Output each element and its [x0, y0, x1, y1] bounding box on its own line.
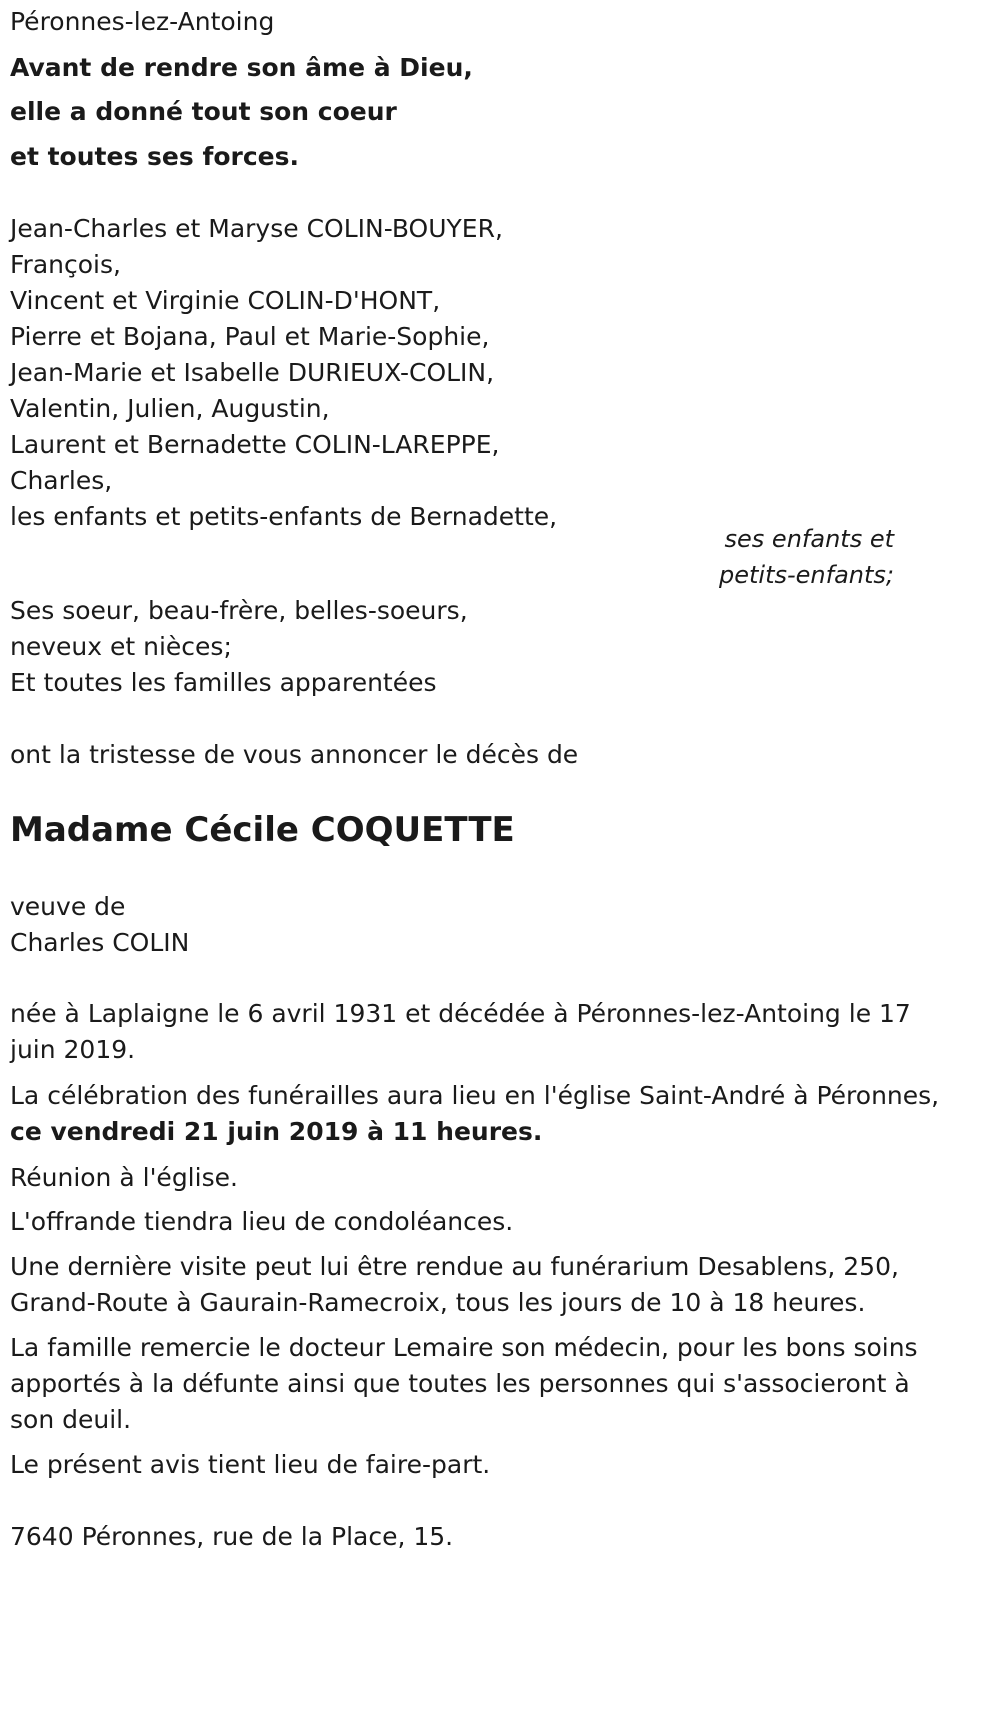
visit-info: Une dernière visite peut lui être rendue au funérarium Desablens, 250, Grand-Route à Gaurain-Ramecroix, tous les jours de 10 à 18 heures.: [10, 1252, 899, 1317]
relatives-line: Et toutes les familles apparentées: [10, 668, 437, 697]
family-line: Laurent et Bernadette COLIN-LAREPPE,: [10, 430, 500, 459]
relatives-line: Ses soeur, beau-frère, belles-soeurs,: [10, 596, 468, 625]
funeral-datetime: ce vendredi 21 juin 2019 à 11 heures.: [10, 1117, 543, 1146]
family-line: les enfants et petits-enfants de Bernadette,: [10, 502, 558, 531]
place-header: Péronnes-lez-Antoing: [10, 7, 275, 36]
widow-of-label: veuve de: [10, 892, 126, 921]
family-line: Jean-Charles et Maryse COLIN-BOUYER,: [10, 214, 503, 243]
spouse-name: Charles COLIN: [10, 928, 190, 957]
epitaph-line: Avant de rendre son âme à Dieu,: [10, 53, 473, 82]
announcement: ont la tristesse de vous annoncer le décès de: [10, 740, 579, 769]
epitaph-line: et toutes ses forces.: [10, 142, 299, 171]
family-line: Vincent et Virginie COLIN-D'HONT,: [10, 286, 441, 315]
family-line: François,: [10, 250, 121, 279]
family-role-line: ses enfants et: [724, 525, 894, 553]
family-role-line: petits-enfants;: [719, 561, 894, 589]
meeting-info: Réunion à l'église.: [10, 1163, 238, 1192]
thanks-text: La famille remercie le docteur Lemaire son médecin, pour les bons soins apportés à la défunte ainsi que toutes les personnes qui s'associeront à son deuil.: [10, 1333, 918, 1434]
family-line: Pierre et Bojana, Paul et Marie-Sophie,: [10, 322, 490, 351]
family-line: Jean-Marie et Isabelle DURIEUX-COLIN,: [10, 358, 495, 387]
offering-info: L'offrande tiendra lieu de condoléances.: [10, 1207, 514, 1236]
address: 7640 Péronnes, rue de la Place, 15.: [10, 1522, 454, 1551]
funeral-info: [10, 1078, 950, 1150]
funeral-text: La célébration des funérailles aura lieu en l'église Saint-André à Péronnes,: [10, 1081, 940, 1110]
family-line: Valentin, Julien, Augustin,: [10, 394, 330, 423]
notice-text: Le présent avis tient lieu de faire-part.: [10, 1450, 491, 1479]
family-line: Charles,: [10, 466, 113, 495]
relatives-line: neveux et nièces;: [10, 632, 232, 661]
birth-death-info: née à Laplaigne le 6 avril 1931 et décédée à Péronnes-lez-Antoing le 17 juin 2019.: [10, 999, 911, 1064]
deceased-name: Madame Cécile COQUETTE: [10, 810, 515, 850]
epitaph-line: elle a donné tout son coeur: [10, 97, 397, 126]
